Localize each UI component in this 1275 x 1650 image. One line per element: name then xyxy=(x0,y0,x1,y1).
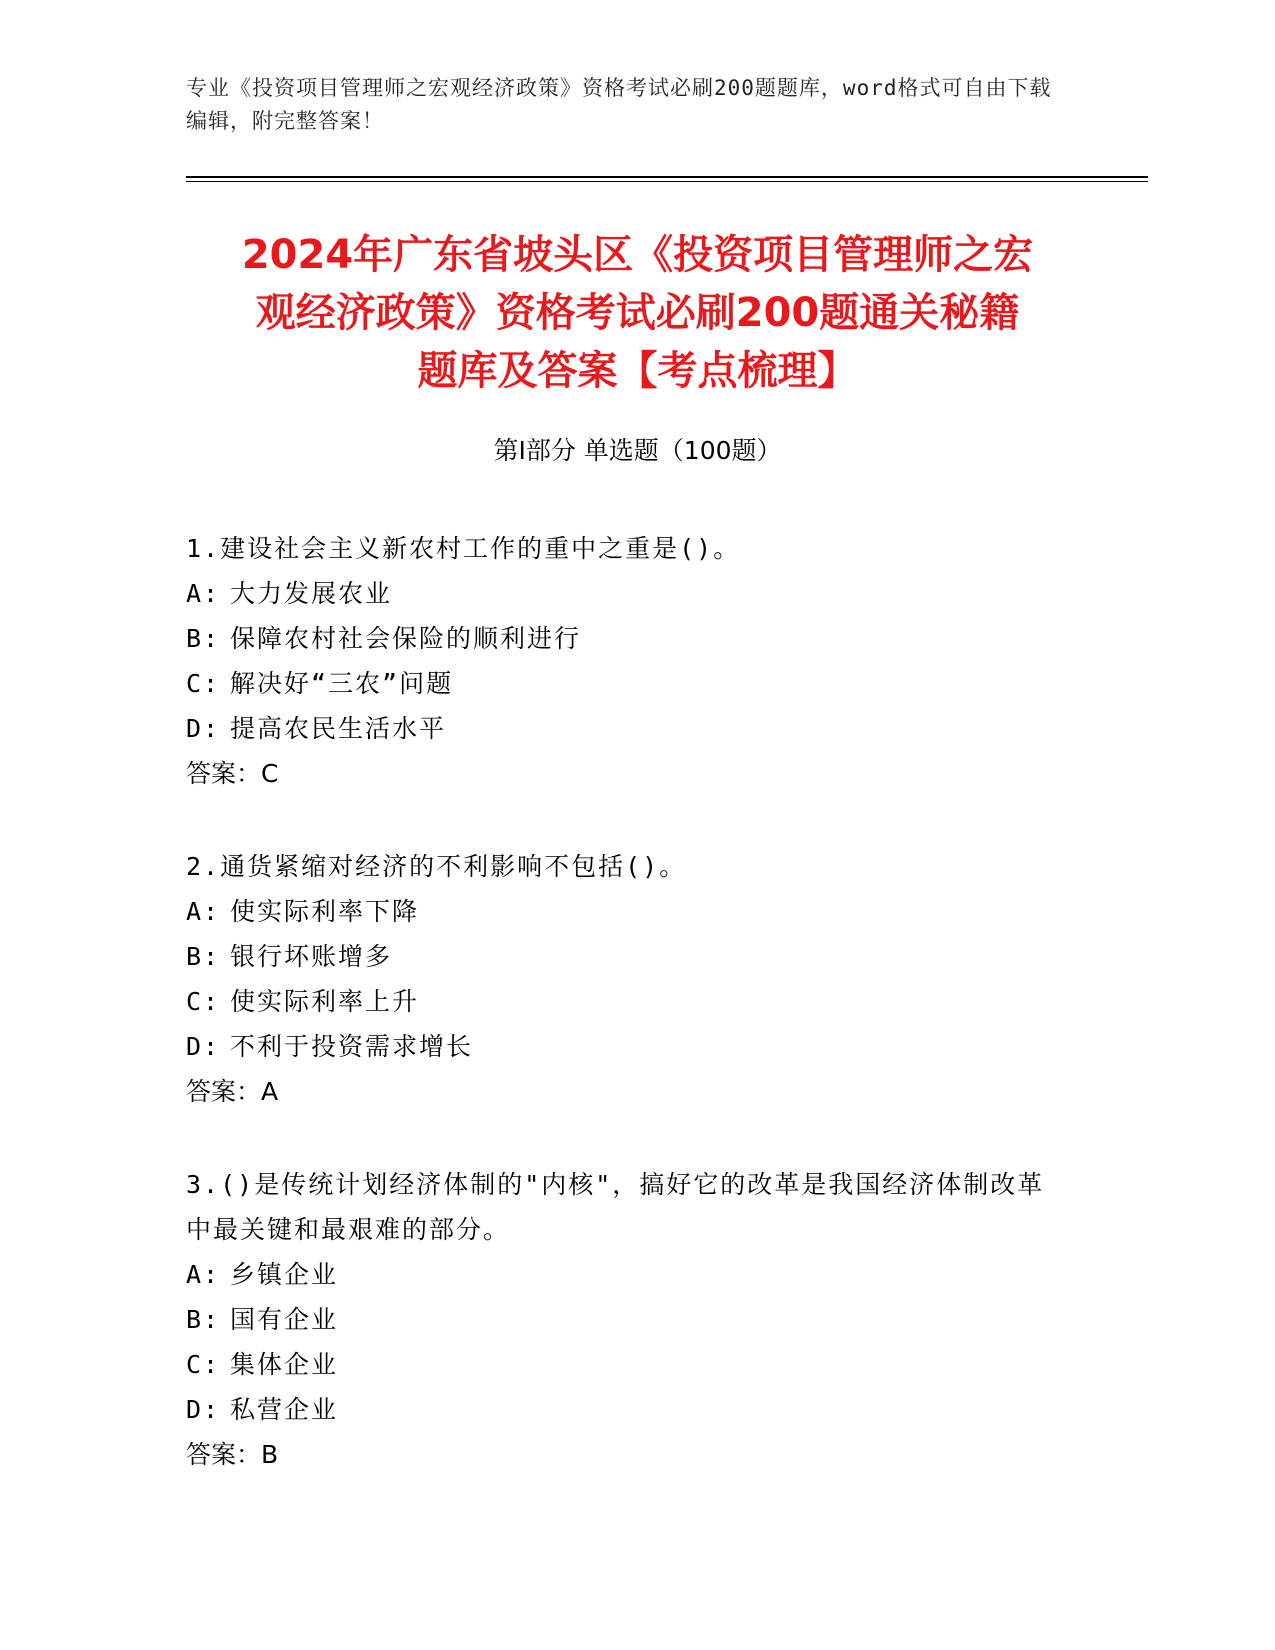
option-text: 保障农村社会保险的顺利进行 xyxy=(230,624,582,653)
option-c xyxy=(186,979,1066,1024)
option-text: 解决好“三农”问题 xyxy=(230,669,454,698)
option-d xyxy=(186,706,1066,751)
option-c xyxy=(186,1342,1066,1387)
option-letter: A: xyxy=(186,897,221,926)
answer: 答案：C xyxy=(186,759,279,788)
document-title-line-2: 观经济政策》资格考试必刷200题通关秘籍 xyxy=(255,290,1020,336)
option-b xyxy=(186,934,1066,979)
option-text: 私营企业 xyxy=(230,1395,339,1424)
question-2 xyxy=(186,844,1066,1114)
header-divider-thin xyxy=(186,181,1148,182)
option-letter: A: xyxy=(186,579,221,608)
option-text: 使实际利率下降 xyxy=(230,897,420,926)
question-stem: 3.()是传统计划经济体制的"内核"，搞好它的改革是我国经济体制改革中最关键和最艰难的部分。 xyxy=(186,1170,1045,1244)
answer: 答案：B xyxy=(186,1440,279,1469)
option-text: 银行坏账增多 xyxy=(230,942,393,971)
option-b xyxy=(186,1297,1066,1342)
option-text: 使实际利率上升 xyxy=(230,987,420,1016)
document-title-line-1: 2024年广东省坡头区《投资项目管理师之宏 xyxy=(241,232,1034,278)
answer: 答案：A xyxy=(186,1077,279,1106)
question-stem: 2.通货紧缩对经济的不利影响不包括()。 xyxy=(186,852,687,881)
option-letter: D: xyxy=(186,1395,221,1424)
option-letter: D: xyxy=(186,714,221,743)
header-note: 专业《投资项目管理师之宏观经济政策》资格考试必刷200题题库，word格式可自由下载编辑，附完整答案！ xyxy=(186,76,1052,133)
option-text: 不利于投资需求增长 xyxy=(230,1032,474,1061)
question-3 xyxy=(186,1162,1066,1477)
option-d xyxy=(186,1024,1066,1069)
option-letter: B: xyxy=(186,624,221,653)
question-1 xyxy=(186,526,1066,796)
question-stem: 1.建设社会主义新农村工作的重中之重是()。 xyxy=(186,534,741,563)
option-letter: B: xyxy=(186,942,221,971)
option-letter: A: xyxy=(186,1260,221,1289)
option-text: 集体企业 xyxy=(230,1350,339,1379)
option-a xyxy=(186,889,1066,934)
option-letter: C: xyxy=(186,669,221,698)
option-letter: C: xyxy=(186,987,221,1016)
option-a xyxy=(186,1252,1066,1297)
option-text: 国有企业 xyxy=(230,1305,339,1334)
section-title: 第Ⅰ部分 单选题（100题） xyxy=(493,436,782,465)
option-text: 乡镇企业 xyxy=(230,1260,339,1289)
option-a xyxy=(186,571,1066,616)
option-c xyxy=(186,661,1066,706)
option-b xyxy=(186,616,1066,661)
option-d xyxy=(186,1387,1066,1432)
option-text: 提高农民生活水平 xyxy=(230,714,447,743)
option-letter: D: xyxy=(186,1032,221,1061)
option-text: 大力发展农业 xyxy=(230,579,393,608)
header-divider-thick xyxy=(186,176,1148,178)
document-title-line-3: 题库及答案【考点梳理】 xyxy=(417,348,858,394)
option-letter: B: xyxy=(186,1305,221,1334)
document-title xyxy=(170,226,1105,400)
option-letter: C: xyxy=(186,1350,221,1379)
